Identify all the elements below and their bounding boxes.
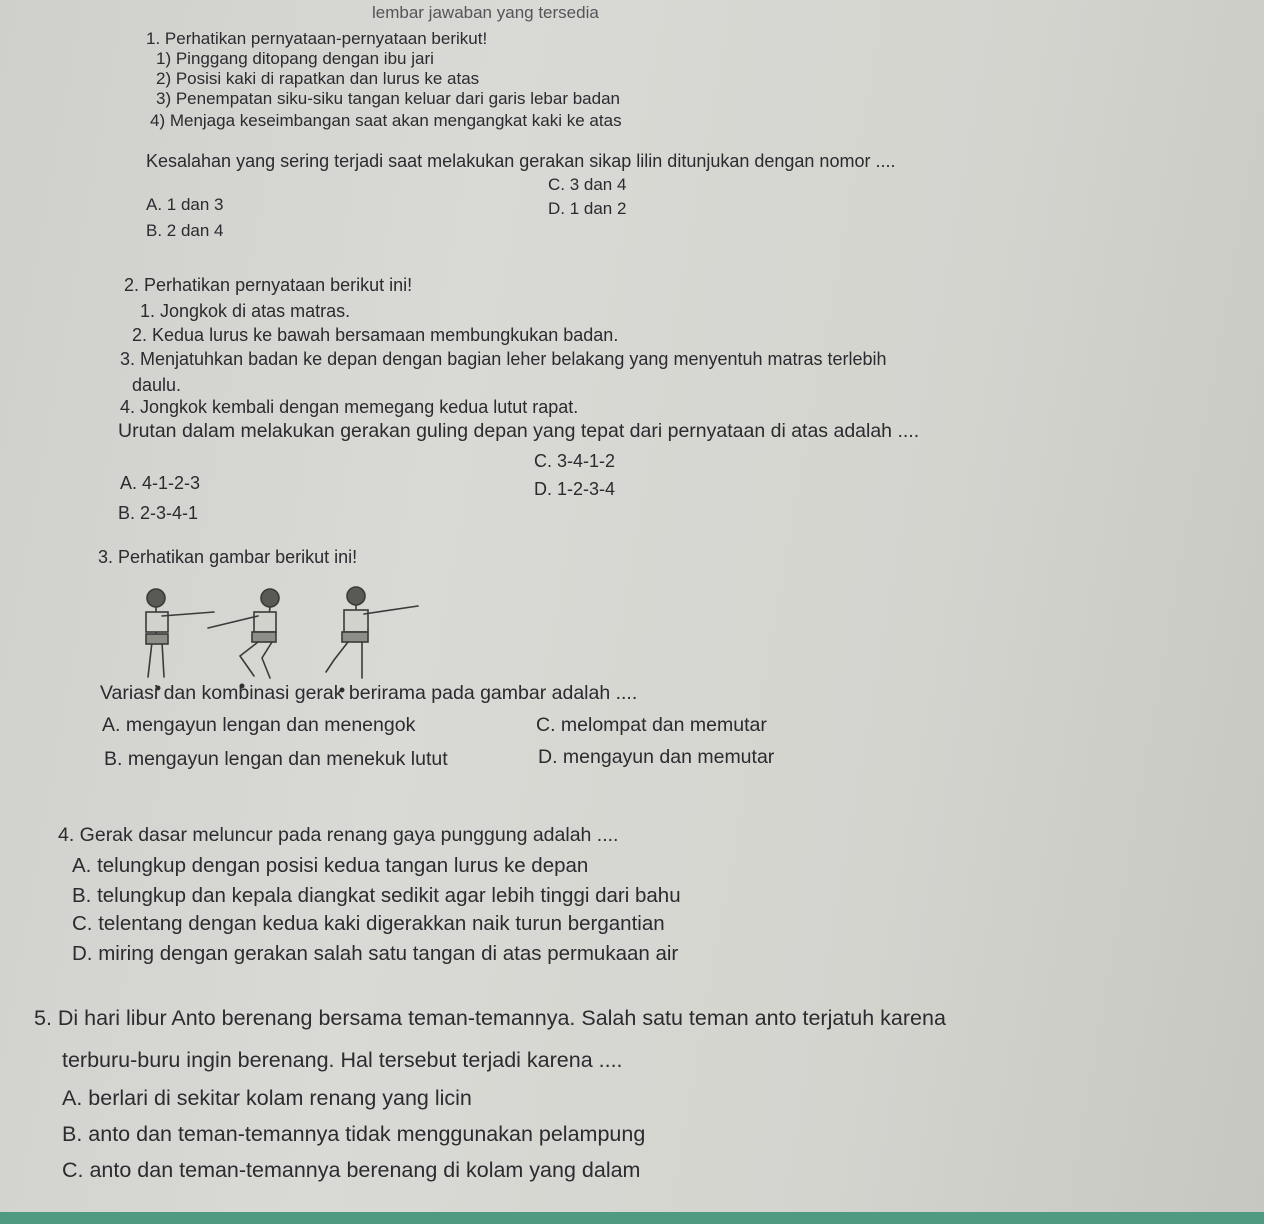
q4-option-c[interactable]: C. telentang dengan kedua kaki digerakkan naik turun bergantian	[72, 912, 665, 935]
q2-option-b[interactable]: B. 2-3-4-1	[118, 503, 199, 523]
q2-item-1: 1. Jongkok di atas matras.	[140, 301, 351, 321]
rhythmic-movement-figure	[134, 582, 434, 694]
q2-option-c[interactable]: C. 3-4-1-2	[534, 451, 616, 471]
q4-option-b[interactable]: B. telungkup dan kepala diangkat sedikit agar lebih tinggi dari bahu	[72, 884, 681, 907]
q4-option-a[interactable]: A. telungkup dengan posisi kedua tangan lurus ke depan	[72, 854, 589, 877]
q2-item-3-cont: daulu.	[132, 375, 182, 395]
q5-stem-cont: terburu-buru ingin berenang. Hal tersebut terjadi karena ....	[62, 1048, 623, 1072]
q1-option-d[interactable]: D. 1 dan 2	[548, 199, 627, 218]
q1-item-1: 1) Pinggang ditopang dengan ibu jari	[156, 49, 434, 68]
q3-option-c[interactable]: C. melompat dan memutar	[536, 714, 767, 736]
gymnast-sequence-illustration	[134, 582, 434, 694]
q3-stem: 3. Perhatikan gambar berikut ini!	[98, 547, 358, 567]
q1-stem: 1. Perhatikan pernyataan-pernyataan berikut!	[146, 29, 488, 48]
q1-item-3: 3) Penempatan siku-siku tangan keluar dari garis lebar badan	[156, 89, 620, 108]
q1-option-a[interactable]: A. 1 dan 3	[146, 195, 224, 214]
q2-stem: 2. Perhatikan pernyataan berikut ini!	[124, 275, 413, 295]
q3-option-a[interactable]: A. mengayun lengan dan menengok	[102, 714, 416, 736]
q2-item-2: 2. Kedua lurus ke bawah bersamaan membungkukan badan.	[132, 325, 619, 345]
q3-option-d[interactable]: D. mengayun dan memutar	[538, 746, 775, 768]
q2-item-4: 4. Jongkok kembali dengan memegang kedua lutut rapat.	[120, 397, 579, 417]
q5-option-a[interactable]: A. berlari di sekitar kolam renang yang licin	[62, 1086, 472, 1110]
q5-option-c[interactable]: C. anto dan teman-temannya berenang di kolam yang dalam	[62, 1158, 641, 1182]
q1-question: Kesalahan yang sering terjadi saat melakukan gerakan sikap lilin ditunjukan dengan nomor ....	[146, 151, 896, 171]
background-surface	[0, 1212, 1264, 1224]
q4-option-d[interactable]: D. miring dengan gerakan salah satu tangan di atas permukaan air	[72, 942, 679, 965]
q1-item-4: 4) Menjaga keseimbangan saat akan mengangkat kaki ke atas	[150, 111, 622, 130]
q2-option-a[interactable]: A. 4-1-2-3	[120, 473, 201, 493]
q1-option-b[interactable]: B. 2 dan 4	[146, 221, 224, 240]
q2-item-3: 3. Menjatuhkan badan ke depan dengan bagian leher belakang yang menyentuh matras terlebih	[120, 349, 887, 369]
q1-option-c[interactable]: C. 3 dan 4	[548, 175, 627, 194]
q2-option-d[interactable]: D. 1-2-3-4	[534, 479, 616, 499]
q4-stem: 4. Gerak dasar meluncur pada renang gaya punggung adalah ....	[58, 824, 619, 846]
q1-item-2: 2) Posisi kaki di rapatkan dan lurus ke atas	[156, 69, 480, 88]
q5-option-b[interactable]: B. anto dan teman-temannya tidak menggunakan pelampung	[62, 1122, 646, 1146]
q2-question: Urutan dalam melakukan gerakan guling depan yang tepat dari pernyataan di atas adalah ....	[118, 420, 920, 442]
q5-stem: 5. Di hari libur Anto berenang bersama teman-temannya. Salah satu teman anto terjatuh karena	[34, 1006, 946, 1030]
q3-question: Variasi dan kombinasi gerak berirama pada gambar adalah ....	[100, 682, 638, 704]
q3-option-b[interactable]: B. mengayun lengan dan menekuk lutut	[104, 748, 448, 770]
header-fragment: lembar jawaban yang tersedia	[372, 3, 599, 22]
